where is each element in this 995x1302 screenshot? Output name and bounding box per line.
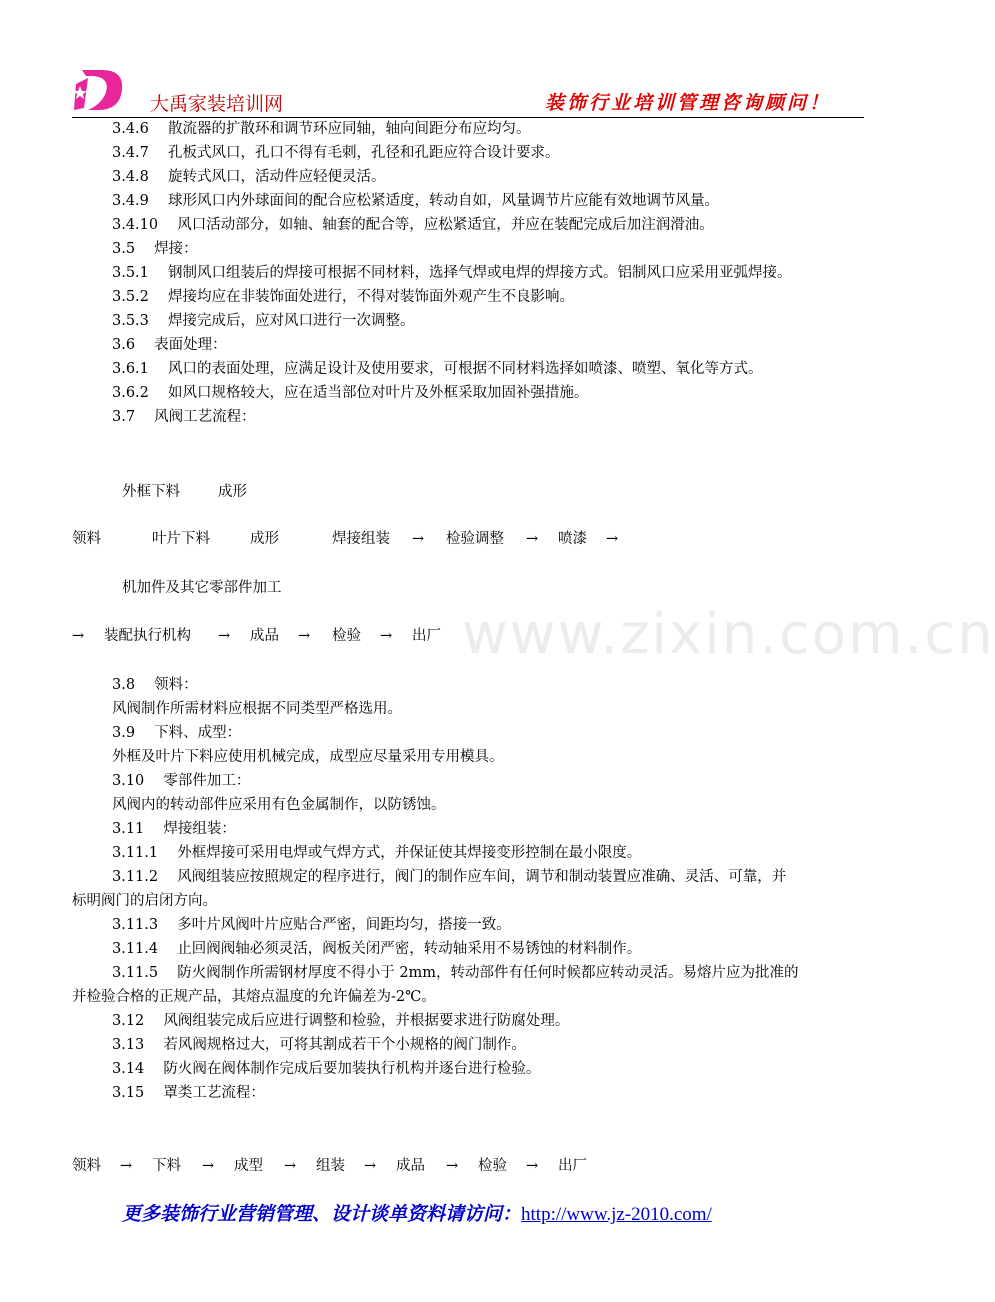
flow-step: 机加件及其它零部件加工 bbox=[122, 580, 282, 596]
flow-step: 出厂 bbox=[412, 628, 441, 644]
text-line: 3.4.7 孔板式风口，孔口不得有毛刺，孔径和孔距应符合设计要求。 bbox=[112, 145, 560, 161]
text-line: 3.10 零部件加工： bbox=[112, 773, 251, 789]
text-line: 3.11 焊接组装： bbox=[112, 821, 236, 837]
text-line: 3.4.8 旋转式风口，活动件应轻便灵活。 bbox=[112, 169, 386, 185]
arrow-icon: → bbox=[364, 1158, 377, 1174]
logo-icon bbox=[68, 64, 128, 114]
text-line: 3.6.2 如风口规格较大，应在适当部位对叶片及外框采取加固补强措施。 bbox=[112, 385, 589, 401]
text-line: 3.13 若风阀规格过大，可将其割成若干个小规格的阀门制作。 bbox=[112, 1037, 526, 1053]
text-line: 3.15 罩类工艺流程： bbox=[112, 1085, 265, 1101]
flow-step: 成品 bbox=[396, 1158, 425, 1174]
text-line: 3.8 领料： bbox=[112, 677, 198, 693]
footer-banner bbox=[122, 1199, 712, 1226]
text-line: 3.11.2 风阀组装应按照规定的程序进行，阀门的制作应车间，调节和制动装置应准确、灵活、可靠，并 bbox=[112, 869, 787, 885]
text-line: 标明阀门的启闭方向。 bbox=[72, 893, 217, 909]
site-name: 大禹家装培训网 bbox=[150, 93, 284, 115]
flow-step: 领料 bbox=[72, 1158, 101, 1174]
flow-step: 装配执行机构 bbox=[104, 628, 191, 644]
flow-step: 成品 bbox=[250, 628, 279, 644]
arrow-icon: → bbox=[380, 628, 393, 644]
text-line: 3.4.9 球形风口内外球面间的配合应松紧适度，转动自如，风量调节片应能有效地调节风量。 bbox=[112, 193, 719, 209]
text-line: 3.5.3 焊接完成后，应对风口进行一次调整。 bbox=[112, 313, 415, 329]
flow-step: 领料 bbox=[72, 531, 101, 547]
arrow-icon: → bbox=[606, 531, 619, 547]
flow-step: 组装 bbox=[316, 1158, 345, 1174]
header-divider bbox=[72, 117, 864, 118]
flow-step: 成形 bbox=[218, 484, 247, 500]
text-line: 3.4.10 风口活动部分，如轴、轴套的配合等，应松紧适宜，并应在装配完成后加注润滑油。 bbox=[112, 217, 714, 233]
flow-step: 成型 bbox=[234, 1158, 263, 1174]
text-line: 3.6.1 风口的表面处理，应满足设计及使用要求，可根据不同材料选择如喷漆、喷塑、氧化等方式。 bbox=[112, 361, 763, 377]
arrow-icon: → bbox=[446, 1158, 459, 1174]
text-line: 3.4.6 散流器的扩散环和调节环应同轴，轴向间距分布应均匀。 bbox=[112, 121, 531, 137]
text-line: 风阀内的转动部件应采用有色金属制作，以防锈蚀。 bbox=[112, 797, 446, 813]
flow-step: 检验调整 bbox=[446, 531, 504, 547]
arrow-icon: → bbox=[218, 628, 231, 644]
arrow-icon: → bbox=[120, 1158, 133, 1174]
text-line: 并检验合格的正规产品，其熔点温度的允许偏差为-2℃。 bbox=[72, 989, 436, 1005]
flow-step: 检验 bbox=[478, 1158, 507, 1174]
text-line: 3.5 焊接： bbox=[112, 241, 198, 257]
flow-step: 下料 bbox=[152, 1158, 181, 1174]
flow-step: 成形 bbox=[250, 531, 279, 547]
footer-text: 更多装饰行业营销管理、设计谈单资料请访问： bbox=[122, 1203, 522, 1225]
text-line: 3.12 风阀组装完成后应进行调整和检验，并根据要求进行防腐处理。 bbox=[112, 1013, 570, 1029]
flow-step: 喷漆 bbox=[558, 531, 587, 547]
flow-step: 检验 bbox=[332, 628, 361, 644]
flow-step: 出厂 bbox=[558, 1158, 587, 1174]
footer-link[interactable]: http://www.jz-2010.com/ bbox=[521, 1204, 712, 1225]
header-slogan: 装饰行业培训管理咨询顾问！ bbox=[545, 92, 832, 114]
arrow-icon: → bbox=[526, 531, 539, 547]
text-line: 3.11.1 外框焊接可采用电焊或气焊方式，并保证使其焊接变形控制在最小限度。 bbox=[112, 845, 642, 861]
arrow-icon: → bbox=[298, 628, 311, 644]
watermark: www.zixin.com.cn bbox=[462, 602, 995, 667]
text-line: 3.11.3 多叶片风阀叶片应贴合严密，间距均匀，搭接一致。 bbox=[112, 917, 511, 933]
text-line: 3.5.1 钢制风口组装后的焊接可根据不同材料，选择气焊或电焊的焊接方式。铝制风口应采用亚弧焊接。 bbox=[112, 265, 792, 281]
text-line: 3.14 防火阀在阀体制作完成后要加装执行机构并逐台进行检验。 bbox=[112, 1061, 541, 1077]
text-line: 外框及叶片下料应使用机械完成，成型应尽量采用专用模具。 bbox=[112, 749, 504, 765]
text-line: 风阀制作所需材料应根据不同类型严格选用。 bbox=[112, 701, 402, 717]
text-line: 3.11.4 止回阀阀轴必须灵活，阀板关闭严密，转动轴采用不易锈蚀的材料制作。 bbox=[112, 941, 642, 957]
text-line: 3.6 表面处理： bbox=[112, 337, 227, 353]
arrow-icon: → bbox=[72, 628, 85, 644]
flow-step: 焊接组装 bbox=[332, 531, 390, 547]
text-line: 3.9 下料、成型： bbox=[112, 725, 242, 741]
flow-step: 叶片下料 bbox=[152, 531, 210, 547]
arrow-icon: → bbox=[526, 1158, 539, 1174]
arrow-icon: → bbox=[412, 531, 425, 547]
arrow-icon: → bbox=[284, 1158, 297, 1174]
arrow-icon: → bbox=[202, 1158, 215, 1174]
flow-step: 外框下料 bbox=[122, 484, 180, 500]
text-line: 3.7 风阀工艺流程： bbox=[112, 409, 256, 425]
text-line: 3.11.5 防火阀制作所需钢材厚度不得小于 2mm，转动部件有任何时候都应转动灵活。易熔片应为批准的 bbox=[112, 965, 799, 981]
text-line: 3.5.2 焊接均应在非装饰面处进行，不得对装饰面外观产生不良影响。 bbox=[112, 289, 575, 305]
